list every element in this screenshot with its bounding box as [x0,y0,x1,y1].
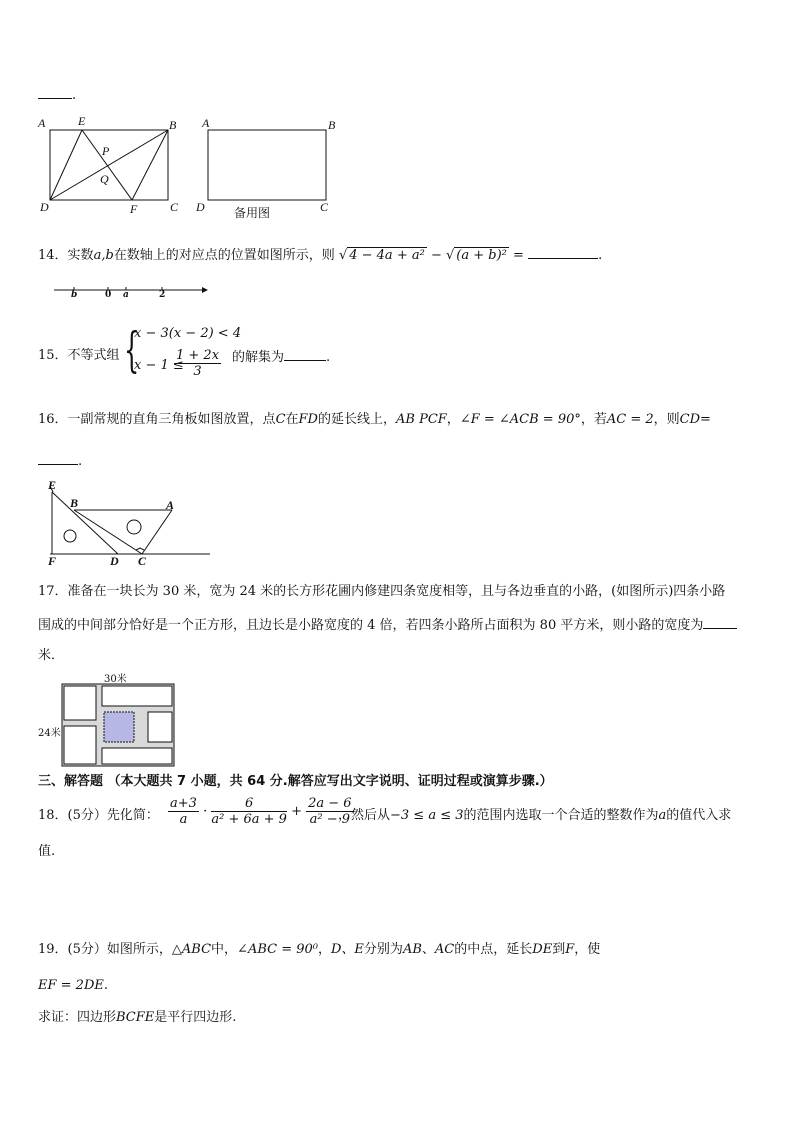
question-18-line2: 值. [38,844,56,859]
triangle-set-figure [40,478,220,568]
answer-blank [528,244,598,259]
label-a: A [166,498,175,512]
question-19-line3: 求证：四边形BCFE是平行四边形. [38,1010,237,1025]
sqrt-expression-2: √ (a + b)² [446,248,507,263]
tick-label-b: b [71,290,78,300]
question-18: 18．(5分）先化简： [38,808,159,823]
fraction: $\frac{1 + 2x}{3}$ [176,348,220,379]
answer-blank [703,614,737,629]
label-c: C [138,554,147,568]
label-b: B [169,118,177,132]
question-16: 16．一副常规的直角三角板如图放置，点C在FD的延长线上，AB PCF，∠F = ∠ACB = 90°，若AC = 2，则CD= [38,412,711,427]
triangles-svg [40,478,220,568]
label-b-2: B [328,118,336,132]
figure-caption: 备用图 [234,206,271,220]
question-18-tail: ，然后从−3 ≤ a ≤ 3的范围内选取一个合适的整数作为a的值代入求 [338,808,732,823]
tick-label-a: a [123,290,129,300]
number-line [50,282,210,302]
label-c-2: C [320,200,329,214]
label-q: Q [100,172,109,186]
label-e: E [78,114,86,128]
label-d: D [40,200,49,214]
tick-label-0: 0 [105,290,112,300]
answer-blank [38,84,72,99]
label-d-2: D [196,200,205,214]
label-f: F [48,554,57,568]
question-15-tail: 的解集为 . [232,346,330,368]
tick-label-2: 2 [159,290,166,300]
label-e: E [48,478,57,492]
brace-icon: { [124,322,140,378]
geometry-figure-svg [36,114,346,222]
label-f: F [130,202,138,216]
label-p: P [102,144,110,158]
expression-18: $\frac{a+3}{a}$ · $\frac{6}{\text{a² + 6a + 9}}$ + $\frac{2a - 6}{\text{a² − 9}}$ [170,796,352,827]
question-14: 14．实数a,b在数轴上的对应点的位置如图所示，则 √ 4 − 4a + a² − √ (a + b)² = . [38,244,602,266]
question-15: 15．不等式组 [38,348,120,363]
label-d: D [110,554,119,568]
fraction: $\frac{a+3}{a}$ [170,796,197,827]
question-16-blank: . [38,450,82,472]
answer-blank [38,450,78,465]
question-17-line3: 米． [38,648,65,663]
height-label: 24米 [38,728,61,739]
garden-figure [38,670,178,770]
answer-blank [284,346,326,361]
question-19: 19．(5分）如图所示，△ABC中，∠ABC = 90⁰，D、E分别为AB、AC的中点，延长DE到F，使 [38,942,601,957]
label-a: A [38,116,46,130]
question-17-line1: 17．准备在一块长为 30 米，宽为 24 米的长方形花圃内修建四条宽度相等，且与各边垂直的小路，(如图所示)四条小路 [38,584,726,599]
fraction: $\frac{2a - 6}{\text{a² − 9}}$ [308,796,352,827]
sqrt-expression-1: √ 4 − 4a + a² [338,248,425,263]
figure-rectangle-abcd [36,114,346,222]
width-label: 30米 [104,674,127,685]
question-17-line2: 围成的中间部分恰好是一个正方形，且边长是小路宽度的 4 倍，若四条小路所占面积为 80 平方米，则小路的宽度为 [38,614,737,636]
label-b: B [70,496,79,510]
inequality-system: { x − 3(x − 2) < 4 x − 1 ≤ $\frac{1 + 2x}{3}$ [124,322,242,379]
label-c: C [170,200,179,214]
top-answer-blank: . [38,84,76,106]
label-a-2: A [202,116,210,130]
section-3-heading: 三、解答题 （本大题共 7 小题，共 64 分.解答应写出文字说明、证明过程或演算步骤.） [38,774,553,789]
fraction: $\frac{6}{\text{a² + 6a + 9}}$ [211,796,287,827]
question-19-line2: EF = 2DE. [38,978,108,993]
garden-svg [38,670,178,770]
